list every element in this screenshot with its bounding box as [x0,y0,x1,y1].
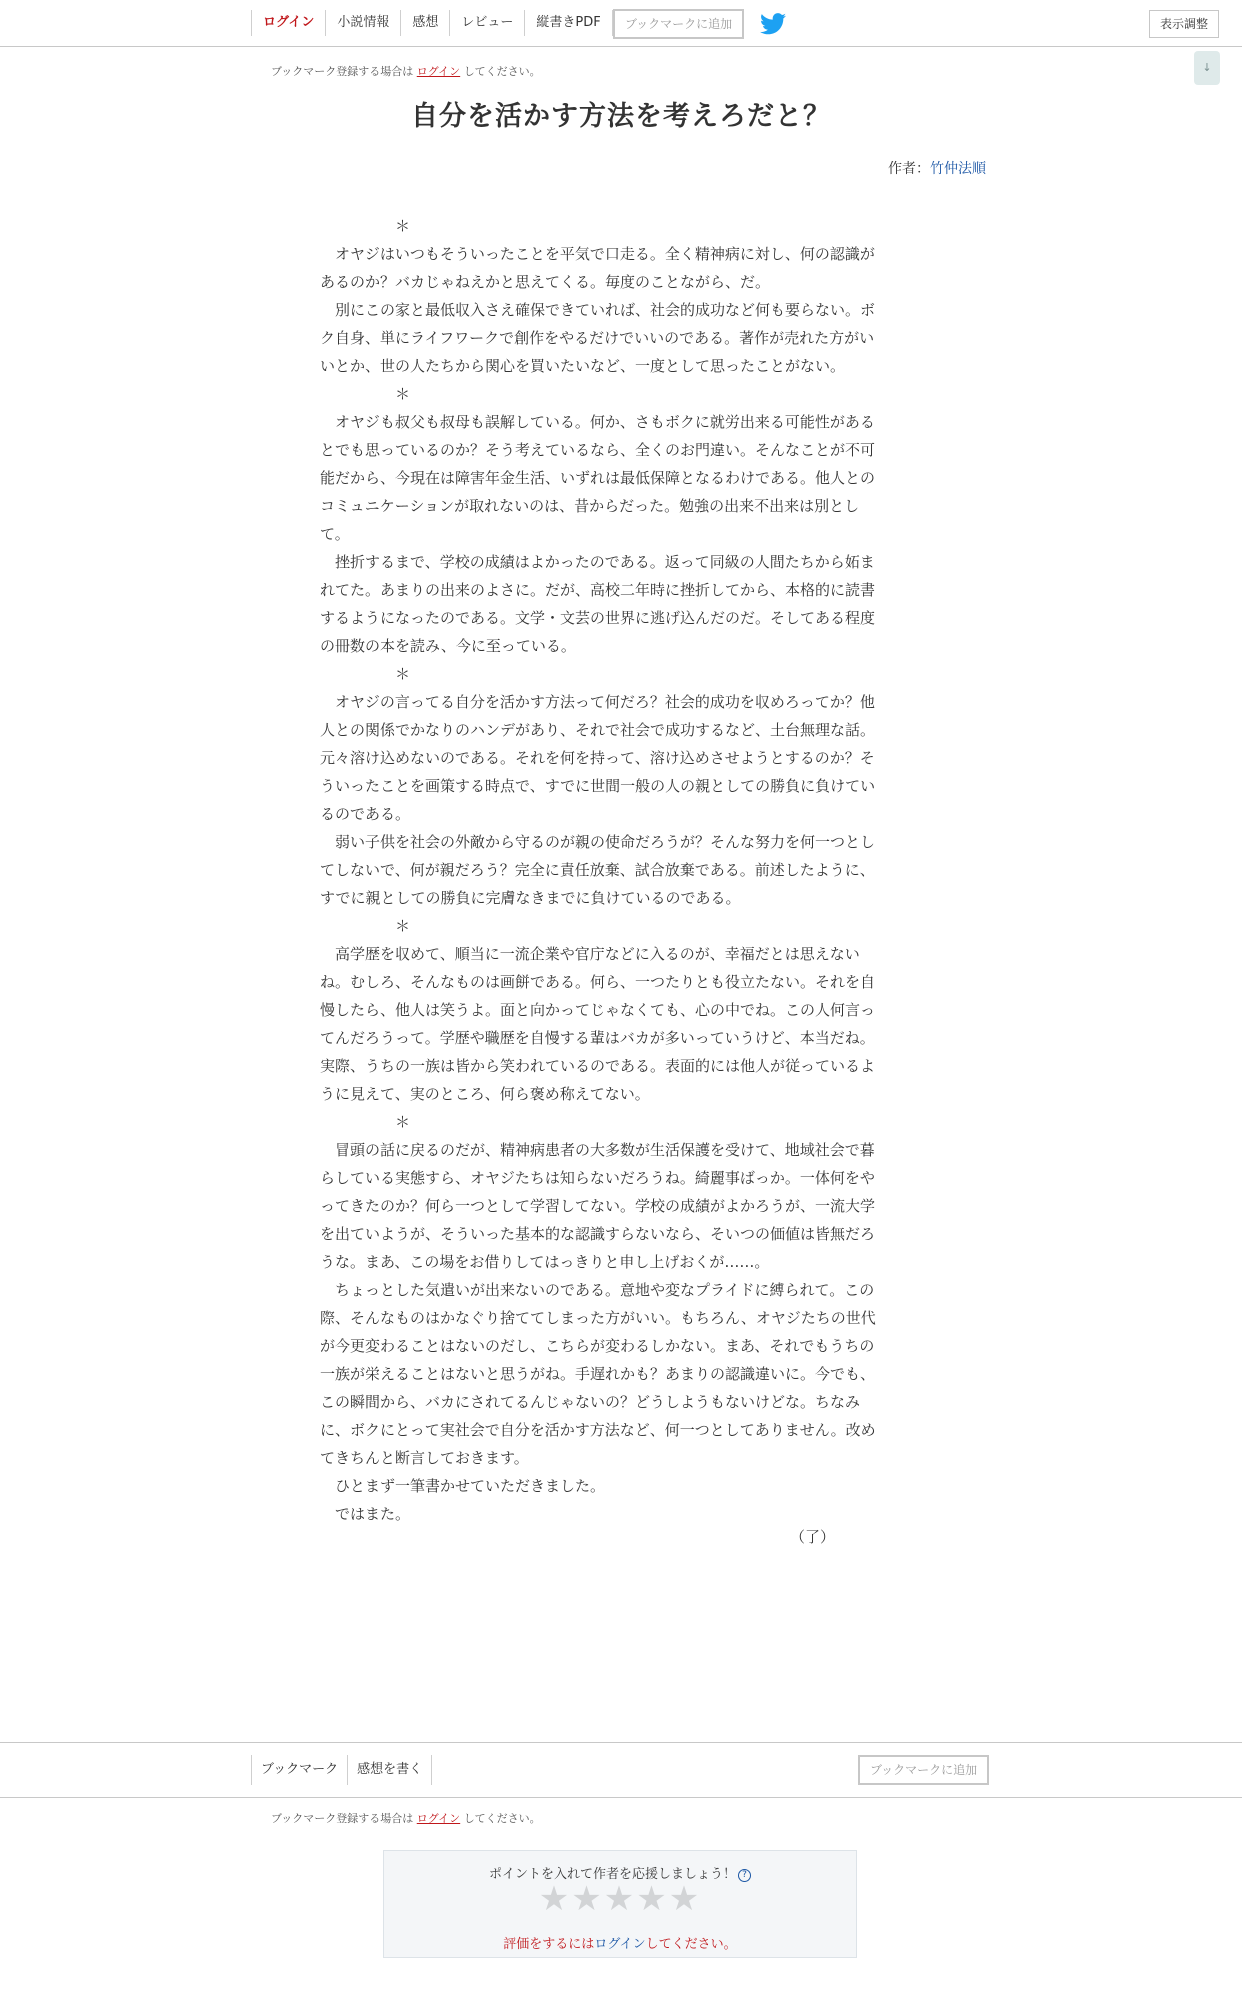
scroll-down-button[interactable]: ↓ [1194,51,1220,85]
body-line: するようになったのである。文学・文芸の世界に逃げ込んだのだ。そしてある程度 [320,609,876,627]
body-line: て。 [320,525,350,543]
add-bookmark-button-bottom[interactable]: ブックマークに追加 [858,1755,989,1785]
bottom-nav [251,1743,432,1797]
body-line: 高学歴を収めて、順当に一流企業や官庁などに入るのが、幸福だとは思えない [320,945,860,963]
add-bookmark-button[interactable]: ブックマークに追加 [613,9,744,39]
bottom-navigation-bar [0,1742,1242,1798]
nav-bookmark[interactable]: ブックマーク [251,1755,347,1785]
body-line: 際、そんなものはかなぐり捨ててしまった方がいい。もちろん、オヤジたちの世代 [320,1309,876,1327]
body-line: 実際、うちの一族は皆から笑われているのである。表面的には他人が従っているよ [320,1057,876,1075]
body-line: ってきたのか？何ら一つとして学習してない。学校の成績がよかろうが、一流大学 [320,1197,876,1215]
body-line: 人との関係でかなりのハンデがあり、それで社会で成功するなど、土台無理な話。 [320,721,876,739]
top-nav [251,0,613,46]
body-line: てしないで、何が親だろう？完全に責任放棄、試合放棄である。前述したように、 [320,861,875,879]
body-line: 挫折するまで、学校の成績はよかったのである。返って同級の人間たちから妬ま [320,553,875,571]
body-line: この瞬間から、バカにされてるんじゃないの？どうしようもないけどな。ちなみ [320,1393,861,1411]
body-line: 能だから、今現在は障害年金生活、いずれは最低保障となるわけである。他人との [320,469,876,487]
nav-write-impression[interactable]: 感想を書く [347,1755,432,1785]
author-line [888,158,986,178]
notice-login-link[interactable]: ログイン [416,1812,461,1825]
notice-suffix: してください。 [463,65,541,78]
body-line: 一族が栄えることはないと思うがね。手遅れかも？あまりの認識違いに。今でも、 [320,1365,876,1383]
rating-box [383,1850,857,1958]
star-4-icon[interactable]: ★ [636,1879,669,1919]
body-line: 弱い子供を社会の外敵から守るのが親の使命だろうが？そんな努力を何一つとし [320,833,876,851]
body-line: ではまた。 [320,1505,411,1523]
body-line: の冊数の本を読み、今に至っている。 [320,637,576,655]
notice-prefix: ブックマーク登録する場合は [271,65,414,78]
body-line: 別にこの家と最低収入さえ確保できていれば、社会的成功など何も要らない。ボ [320,301,876,319]
body-line: オヤジはいつもそういったことを平気で口走る。全く精神病に対し、何の認識が [320,245,875,263]
body-line: るのである。 [320,805,411,823]
body-line: が今更変わることはないのだし、こちらが変わるしかない。まあ、それでもうちの [320,1337,875,1355]
nav-vertical-pdf[interactable]: 縦書きPDF [524,10,612,36]
body-line: てんだろうって。学歴や職歴を自慢する輩はバカが多いっていうけど、本当だね。 [320,1029,875,1047]
body-line: らしている実態すら、オヤジたちは知らないだろうね。綺麗事ばっか。一体何をや [320,1169,875,1187]
bookmark-login-notice-bottom [271,1810,541,1826]
page-title: 自分を活かす方法を考えろだと？ [411,101,831,132]
body-line: 冒頭の話に戻るのだが、精神病患者の大多数が生活保護を受けて、地域社会で暮 [320,1141,875,1159]
body-line: てきちんと断言しておきます。 [320,1449,529,1467]
body-line: 元々溶け込めないのである。それを何を持って、溶け込めさせようとするのか？そ [320,749,875,767]
body-line: うに見えて、実のところ、何ら褒め称えてない。 [320,1085,650,1103]
body-line: 慢したら、他人は笑うよ。面と向かってじゃなくても、心の中でね。この人何言っ [320,1001,876,1019]
body-line: ＊ [320,665,411,683]
display-adjust-button[interactable]: 表示調整 [1149,10,1219,38]
body-line: ＊ [320,1113,411,1131]
author-label: 作者： [888,161,930,177]
body-line: ク自身、単にライフワークで創作をやるだけでいいのである。著作が売れた方がい [320,329,875,347]
body-line: あるのか？バカじゃねえかと思えてくる。毎度のことながら、だ。 [320,273,771,291]
body-line: ＊ [320,917,411,935]
notice-login-link[interactable]: ログイン [416,65,461,78]
body-line: うな。まあ、この場をお借りしてはっきりと申し上げおくが……。 [320,1253,770,1271]
star-5-icon[interactable]: ★ [668,1879,702,1919]
star-1-icon[interactable]: ★ [538,1879,572,1919]
body-line: ＊ [320,385,411,403]
nav-login[interactable]: ログイン [251,10,325,36]
nav-impressions[interactable]: 感想 [400,10,449,36]
rating-prompt-text: ポイントを入れて作者を応援しましょう！ [488,1867,736,1882]
top-navigation-bar [0,0,1242,47]
body-line: を出ていようが、そういった基本的な認識すらないなら、そいつの価値は皆無だろ [320,1225,876,1243]
rating-login-link[interactable]: ログイン [594,1937,646,1952]
rating-login-prefix: 評価をするには [503,1937,595,1952]
body-line: ＊ [320,217,411,235]
novel-body [320,212,920,1528]
body-line: れてた。あまりの出来のよさに。だが、高校二年時に挫折してから、本格的に読書 [320,581,876,599]
nav-novel-info[interactable]: 小説情報 [325,10,400,36]
nav-review[interactable]: レビュー [449,10,524,36]
body-line: ね。むしろ、そんなものは画餅である。何ら、一つたりとも役立たない。それを自 [320,973,876,991]
body-line: ういったことを画策する時点で、すでに世間一般の人の親としての勝負に負けてい [320,777,876,795]
body-line: オヤジの言ってる自分を活かす方法って何だろ？社会的成功を収めろってか？他 [320,693,875,711]
bookmark-login-notice [271,63,541,79]
author-link[interactable]: 竹仲法順 [930,161,986,177]
body-line: ちょっとした気遣いが出来ないのである。意地や変なプライドに縛られて。この [320,1281,875,1299]
notice-suffix: してください。 [463,1812,541,1825]
body-line: とでも思っているのか？そう考えているなら、全くのお門違い。そんなことが不可 [320,441,876,459]
notice-prefix: ブックマーク登録する場合は [271,1812,414,1825]
body-line: すでに親としての勝負に完膚なきまでに負けているのである。 [320,889,741,907]
body-line: オヤジも叔父も叔母も誤解している。何か、さもボクに就労出来る可能性がある [320,413,875,431]
rating-login-required [384,1933,856,1952]
body-line: ひとまず一筆書かせていただきました。 [320,1477,606,1495]
star-2-icon[interactable]: ★ [571,1879,604,1919]
body-line: コミュニケーションが取れないのは、昔からだった。勉強の出来不出来は別とし [320,497,860,515]
end-mark: （了） [790,1528,836,1546]
rating-login-suffix: してください。 [645,1937,737,1952]
body-line: いとか、世の人たちから関心を買いたいなど、一度として思ったことがない。 [320,357,846,375]
help-icon[interactable]: ? [738,1869,751,1882]
body-line: に、ボクにとって実社会で自分を活かす方法など、何一つとしてありません。改め [320,1421,876,1439]
star-3-icon[interactable]: ★ [603,1879,637,1919]
rating-stars [384,1879,856,1919]
twitter-share-icon[interactable] [760,13,786,35]
